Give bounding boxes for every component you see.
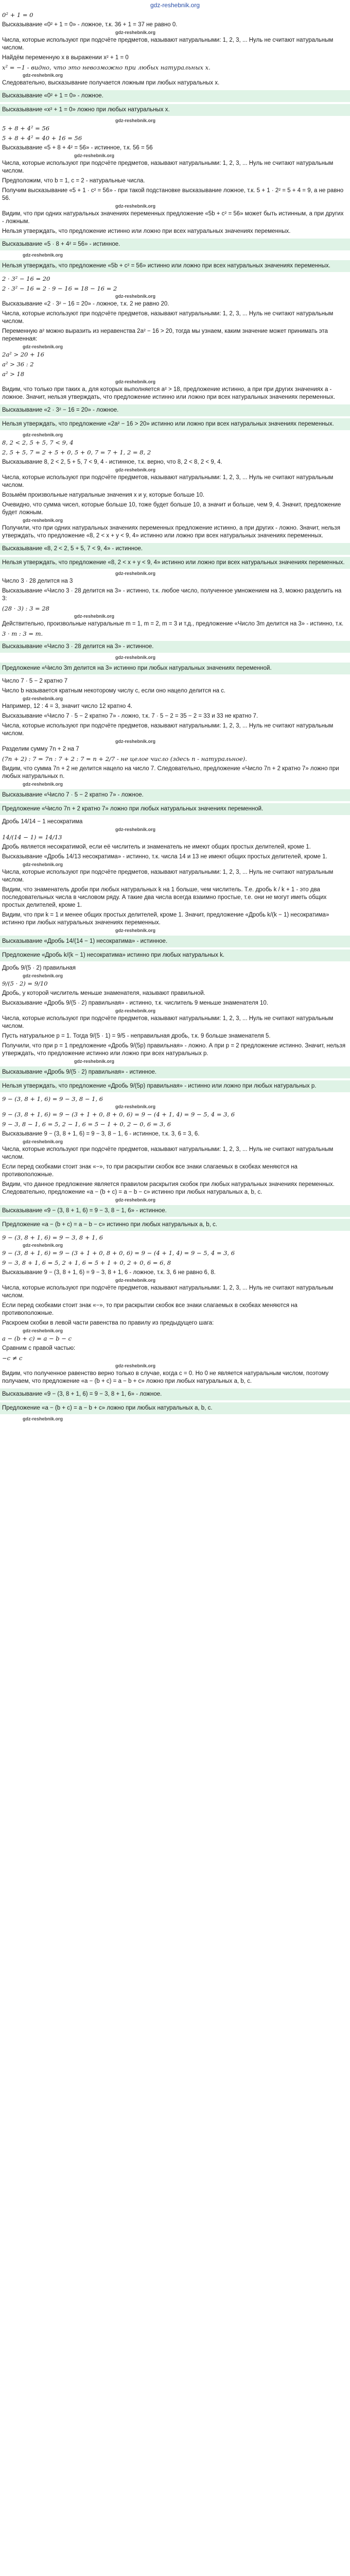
watermark: gdz-reshebnik.org	[115, 571, 156, 576]
formula-line: (7n + 2) : 7 = 7n : 7 + 2 : 7 = n + 2/7 - не целое число (здесь n - натуральное).	[2, 755, 247, 762]
formula-line: (28 · 3) : 3 = 28	[2, 605, 49, 612]
answer-statement: Нельзя утверждать, что предложение «Дробь 9/(5p) правильная» - истинно или ложно при любых натуральных p.	[0, 1080, 350, 1092]
watermark: gdz-reshebnik.org	[115, 1278, 156, 1283]
text-line: Высказывание «2 · 3² − 16 = 20» - ложное, т.к. 2 не равно 20.	[2, 301, 169, 307]
text-line: Числа, которые используют при подсчёте предметов, называют натуральными: 1, 2, 3, ... Нуль не считают натуральным числом.	[2, 1015, 334, 1029]
answer-statement: Высказывание «0² + 1 = 0» - ложное.	[0, 90, 350, 102]
watermark: gdz-reshebnik.org	[115, 655, 156, 660]
solution-content	[0, 10, 350, 1422]
answer-statement: Высказывание «Дробь 14/(14 − 1) несократима» - истинное.	[0, 936, 350, 947]
answer-statement: Нельзя утверждать, что предложение «8, 2 < x + y < 9, 4» истинно или ложно при всех натуральных значениях переменных.	[0, 557, 350, 569]
answer-statement: Высказывание «Число 7 · 5 − 2 кратно 7» - ложное.	[0, 789, 350, 801]
text-line: Переменную a² можно выразить из неравенства 2a² − 16 > 20, тогда мы узнаем, каким значение может принимать эта переменная:	[2, 328, 328, 342]
text-line: Числа, которые используют при подсчёте предметов, называют натуральными: 1, 2, 3, ... Нуль не считают натуральным числом.	[2, 160, 334, 174]
formula-line: 2, 5 + 5, 7 = 2 + 5 + 0, 5 + 0, 7 = 7 + 1, 2 = 8, 2	[2, 449, 151, 456]
text-line: Высказывание 8, 2 < 2, 5 + 5, 7 < 9, 4 - истинное, т.к. верно, что 8, 2 < 8, 2 < 9, 4.	[2, 459, 222, 465]
text-line: Высказывание «5 + 8 + 4² = 56» - истинное, т.к. 56 = 56	[2, 145, 153, 151]
watermark: gdz-reshebnik.org	[115, 1008, 156, 1013]
watermark: gdz-reshebnik.org	[23, 518, 63, 523]
watermark: gdz-reshebnik.org	[23, 1416, 63, 1421]
answer-statement: Высказывание «9 − (3, 8 + 1, 6) = 9 − 3, 8 + 1, 6» - ложное.	[0, 1388, 350, 1400]
formula-line: a² > 18	[2, 370, 25, 378]
text-line: Число 7 · 5 − 2 кратно 7	[2, 678, 68, 684]
text-line: Числа, которые используют при подсчёте предметов, называют натуральными: 1, 2, 3, ... Нуль не считают натуральным числом.	[2, 474, 334, 488]
watermark: gdz-reshebnik.org	[115, 827, 156, 832]
formula-line: 8, 2 < 2, 5 + 5, 7 < 9, 4	[2, 439, 74, 446]
text-line: Предположим, что b = 1, c = 2 - натуральные числа.	[2, 178, 145, 184]
text-line: Видим, что только при таких a, для которых выполняется a² > 18, предложение истинно, а при при других значениях a - ложное. Значит, нельзя утверждать, что предложение истинно или ложно при всех натуральных значениях переменных.	[2, 386, 336, 400]
text-line: Число b называется кратным некоторому числу c, если оно нацело делится на c.	[2, 688, 226, 694]
formula-line: 9 − 3, 8 + 1, 6 = 5, 2 + 1, 6 = 5 + 1 + 0, 2 + 0, 6 = 6, 8	[2, 1259, 171, 1266]
text-line: Высказывание «0² + 1 = 0» - ложное, т.к. 36 + 1 = 37 не равно 0.	[2, 22, 178, 28]
text-line: Если перед скобками стоит знак «−», то при раскрытии скобок все знаки слагаемых в скобках меняются на противоположные.	[2, 1302, 297, 1316]
formula-line: 9 − (3, 8 + 1, 6) = 9 − (3 + 1 + 0, 8 + 0, 6) = 9 − (4 + 1, 4) = 9 − 5, 4 = 3, 6	[2, 1249, 235, 1257]
watermark: gdz-reshebnik.org	[115, 379, 156, 384]
watermark: gdz-reshebnik.org	[23, 344, 63, 349]
text-line: Дробь 9/(5 · 2) правильная	[2, 965, 76, 971]
watermark: gdz-reshebnik.org	[23, 973, 63, 978]
text-line: Числа, которые используют при подсчёте предметов, называют натуральными: 1, 2, 3, ... Нуль не считают натуральным числом.	[2, 723, 334, 737]
formula-line: 5 + 8 + 4² = 40 + 16 = 56	[2, 134, 82, 142]
text-line: Следовательно, высказывание получается ложным при любых натуральных x.	[2, 80, 220, 86]
formula-line: 0² + 1 = 0	[2, 11, 33, 19]
answer-statement: Предложение «Дробь k/(k − 1) несократима» истинно при любых натуральных k.	[0, 950, 350, 961]
answer-statement: Нельзя утверждать, что предложение «2a² − 16 > 20» истинно или ложно при всех натуральных значениях переменных.	[0, 418, 350, 430]
text-line: Число 3 · 28 делится на 3	[2, 578, 73, 584]
watermark: gdz-reshebnik.org	[74, 614, 115, 619]
text-line: Раскроем скобки в левой части равенства по правилу из предыдущего шага:	[2, 1320, 214, 1326]
formula-line: 14/(14 − 1) = 14/13	[2, 834, 62, 841]
text-line: Числа, которые используют при подсчёте предметов, называют натуральными: 1, 2, 3, ... Нуль не считают натуральным числом.	[2, 1146, 334, 1160]
text-line: Видим, что данное предложение является правилом раскрытия скобок при любых натуральных значениях переменных. Следовательно, предложение «a − (b + c) = a − b − c» истинно при любых натуральных a, b, c.	[2, 1181, 335, 1195]
text-line: Возьмём произвольные натуральные значения x и y, которые больше 10.	[2, 492, 205, 498]
text-line: Дробь 14/14 − 1 несократима	[2, 819, 83, 825]
text-line: Получили, что при одних натуральных значениях переменных предложение истинно, а при других - ложно. Значит, нельзя утверждать, что предложение «8, 2 < x + y < 9, 4» истинно или ложно при всех натуральных значениях переменных.	[2, 525, 340, 539]
text-line: Дробь, у которой числитель меньше знаменателя, называют правильной.	[2, 990, 205, 996]
formula-line: a² > 36 : 2	[2, 361, 34, 368]
watermark: gdz-reshebnik.org	[23, 252, 63, 258]
watermark: gdz-reshebnik.org	[23, 696, 63, 701]
text-line: Действительно, произвольные натуральные m = 1, m = 2, m = 3 и т.д., предложение «Число 3m делится на 3» - истинно, т.к.	[2, 621, 344, 627]
answer-statement: Высказывание «8, 2 < 2, 5 + 5, 7 < 9, 4» - истинное.	[0, 543, 350, 555]
watermark: gdz-reshebnik.org	[23, 73, 63, 78]
answer-statement: Нельзя утверждать, что предложение «5b + c² = 56» истинно или ложно при всех натуральных значениях переменных.	[0, 260, 350, 272]
text-line: Видим, что сумма 7n + 2 не делится нацело на число 7. Следовательно, предложение «Число 7n + 2 кратно 7» ложно при любых натуральных n.	[2, 766, 339, 779]
answer-statement: Предложение «a − (b + c) = a − b + c» ложно при любых натуральных a, b, c.	[0, 1402, 350, 1414]
text-line: Если перед скобками стоит знак «−», то при раскрытии скобок все знаки слагаемых в скобках меняются на противоположные.	[2, 1164, 297, 1178]
formula-line: 9 − (3, 8 + 1, 6) = 9 − 3, 8 − 1, 6	[2, 1095, 103, 1103]
text-line: Высказывание «Число 3 · 28 делится на 3» - истинно, т.к. любое число, полученное умножением на 3, можно разделить на 3:	[2, 588, 342, 602]
watermark: gdz-reshebnik.org	[74, 1059, 115, 1064]
formula-line: 9 − (3, 8 + 1, 6) = 9 − (3 + 1 + 0, 8 + 0, 6) = 9 − (4 + 1, 4) = 9 − 5, 4 = 3, 6	[2, 1111, 235, 1118]
watermark: gdz-reshebnik.org	[115, 467, 156, 472]
watermark: gdz-reshebnik.org	[23, 1243, 63, 1248]
text-line: Высказывание «Дробь 14/13 несократима» - истинно, т.к. числа 14 и 13 не имеют общих простых делителей, кроме 1.	[2, 854, 327, 860]
answer-statement: Высказывание «9 − (3, 8 + 1, 6) = 9 − 3, 8 − 1, 6» - истинное.	[0, 1205, 350, 1217]
text-line: Например, 12 : 4 = 3, значит число 12 кратно 4.	[2, 703, 133, 709]
text-line: Числа, которые используют при подсчёте предметов, называют натуральными: 1, 2, 3, ... Нуль не считают натуральным числом.	[2, 1285, 334, 1299]
formula-line: 9 − 3, 8 − 1, 6 = 5, 2 − 1, 6 = 5 − 1 + 0, 2 − 0, 6 = 3, 6	[2, 1121, 171, 1128]
formula-line: 5 + 8 + 4² = 56	[2, 125, 50, 132]
answer-statement: Предложение «Число 7n + 2 кратно 7» ложно при любых натуральных значениях переменной.	[0, 803, 350, 815]
watermark: gdz-reshebnik.org	[115, 1197, 156, 1202]
watermark: gdz-reshebnik.org	[74, 153, 115, 158]
site-header[interactable]: gdz-reshebnik.org	[150, 2, 200, 9]
watermark: gdz-reshebnik.org	[115, 30, 156, 35]
watermark: gdz-reshebnik.org	[115, 204, 156, 209]
text-line: Дробь является несократимой, если её числитель и знаменатель не имеют общих простых делителей, кроме 1.	[2, 844, 311, 850]
formula-line: 9/(5 · 2) = 9/10	[2, 980, 48, 987]
answer-statement: Высказывание «Число 3 · 28 делится на 3» - истинное.	[0, 641, 350, 653]
text-line: Видим, что знаменатель дроби при любых натуральных k на 1 больше, чем числитель. Т.е. дробь k / k + 1 - это два последовательных числа в числовом ряду. А такие два числа всегда взаимно простые, т.е. они не могут иметь общих простых делителей, кроме 1.	[2, 887, 327, 908]
watermark: gdz-reshebnik.org	[23, 1328, 63, 1333]
text-line: Высказывание 9 − (3, 8 + 1, 6) = 9 − 3, 8 − 1, 6 - истинное, т.к. 3, 6 = 3, 6.	[2, 1131, 200, 1137]
watermark: gdz-reshebnik.org	[23, 432, 63, 437]
watermark: gdz-reshebnik.org	[115, 928, 156, 933]
watermark: gdz-reshebnik.org	[115, 118, 156, 123]
text-line: Высказывание «Дробь 9/(5 · 2) правильная» - истинно, т.к. числитель 9 меньше знаменателя 10.	[2, 1000, 269, 1006]
text-line: Числа, которые используют при подсчёте предметов, называют натуральными: 1, 2, 3, ... Нуль не считают натуральным числом.	[2, 311, 334, 325]
formula-line: x² = −1 - видно, что это невозможно при любых натуральных x.	[2, 64, 211, 71]
text-line: Найдём переменную x в выражении x² + 1 = 0	[2, 55, 129, 61]
formula-line: 3 · m : 3 = m.	[2, 630, 43, 637]
text-line: Получим высказывание «5 + 1 · c² = 56» - при такой подстановке высказывание ложное, т.к. 5 + 1 · 2² = 5 + 4 = 9, а не равно 56.	[2, 188, 344, 201]
text-line: Видим, что полученное равенство верно только в случае, когда c = 0. Но 0 не является натуральным числом, поэтому получаем, что предложение «a − (b + c) = a − b + c» ложно при любых натуральных a, b, c.	[2, 1370, 329, 1384]
text-line: Сравним с правой частью:	[2, 1345, 76, 1351]
watermark: gdz-reshebnik.org	[115, 294, 156, 299]
text-line: Высказывание «Число 7 · 5 − 2 кратно 7» - ложно, т.к. 7 · 5 − 2 = 35 − 2 = 33 и 33 не кратно 7.	[2, 713, 258, 719]
text-line: Разделим сумму 7n + 2 на 7	[2, 746, 79, 752]
formula-line: −c ≠ c	[2, 1354, 23, 1362]
formula-line: 2 · 3² − 16 = 2 · 9 − 16 = 18 − 16 = 2	[2, 285, 117, 292]
formula-line: 2 · 3² − 16 = 20	[2, 275, 50, 282]
answer-statement: Предложение «Число 3m делится на 3» истинно при любых натуральных значениях переменной.	[0, 663, 350, 674]
text-line: Пусть натуральное p = 1. Тогда 9/(5 · 1) = 9/5 - неправильная дробь, т.к. 9 больше знаменателя 5.	[2, 1033, 271, 1039]
text-line: Получили, что при p = 1 предложение «Дробь 9/(5p) правильная» - ложно. А при p = 2 предложение истинно. Значит, нельзя утверждать, что предложение истинно или ложно при всех натуральных p.	[2, 1043, 346, 1057]
text-line: Числа, которые используют при подсчёте предметов, называют натуральными: 1, 2, 3, ... Нуль не считают натуральным числом.	[2, 37, 334, 51]
formula-line: a − (b + c) = a − b − c	[2, 1335, 72, 1342]
watermark: gdz-reshebnik.org	[115, 739, 156, 744]
answer-statement: Предложение «a − (b + c) = a − b − c» истинно при любых натуральных a, b, c.	[0, 1219, 350, 1231]
formula-line: 9 − (3, 8 + 1, 6) = 9 − 3, 8 + 1, 6	[2, 1234, 103, 1241]
answer-statement: Высказывание «5 · 8 + 4² = 56» - истинное.	[0, 239, 350, 250]
watermark: gdz-reshebnik.org	[23, 1139, 63, 1144]
watermark: gdz-reshebnik.org	[115, 1363, 156, 1368]
text-line: Очевидно, что сумма чисел, которые больше 10, тоже будет больше 10, а значит и больше, чем 9, 4. Значит, предложение будет ложным.	[2, 502, 341, 516]
text-line: Видим, что при одних натуральных значениях переменных предложение «5b + c² = 56» может быть истинным, а при других - ложным.	[2, 211, 344, 225]
answer-statement: Высказывание «2 · 3² − 16 = 20» - ложное.	[0, 404, 350, 416]
watermark: gdz-reshebnik.org	[23, 782, 63, 787]
answer-statement: Высказывание «x² + 1 = 0» ложно при любых натуральных x.	[0, 104, 350, 116]
text-line: Высказывание 9 − (3, 8 + 1, 6) = 9 − 3, 8 + 1, 6 - ложное, т.к. 3, 6 не равно 6, 8.	[2, 1269, 216, 1276]
answer-statement: Высказывание «Дробь 9/(5 · 2) правильная» - истинное.	[0, 1066, 350, 1078]
text-line: Видим, что при k = 1 и менее общих простых делителей, кроме 1. Значит, предложение «Дробь k/(k − 1) несократима» истинно при любых натуральных значениях переменных.	[2, 912, 329, 926]
text-line: Числа, которые используют при подсчёте предметов, называют натуральными: 1, 2, 3, ... Нуль не считают натуральным числом.	[2, 869, 334, 883]
formula-line: 2a² > 20 + 16	[2, 351, 44, 358]
text-line: Нельзя утверждать, что предложение истинно или ложно при всех натуральных значениях переменных.	[2, 228, 291, 234]
watermark: gdz-reshebnik.org	[23, 862, 63, 867]
watermark: gdz-reshebnik.org	[115, 1104, 156, 1109]
